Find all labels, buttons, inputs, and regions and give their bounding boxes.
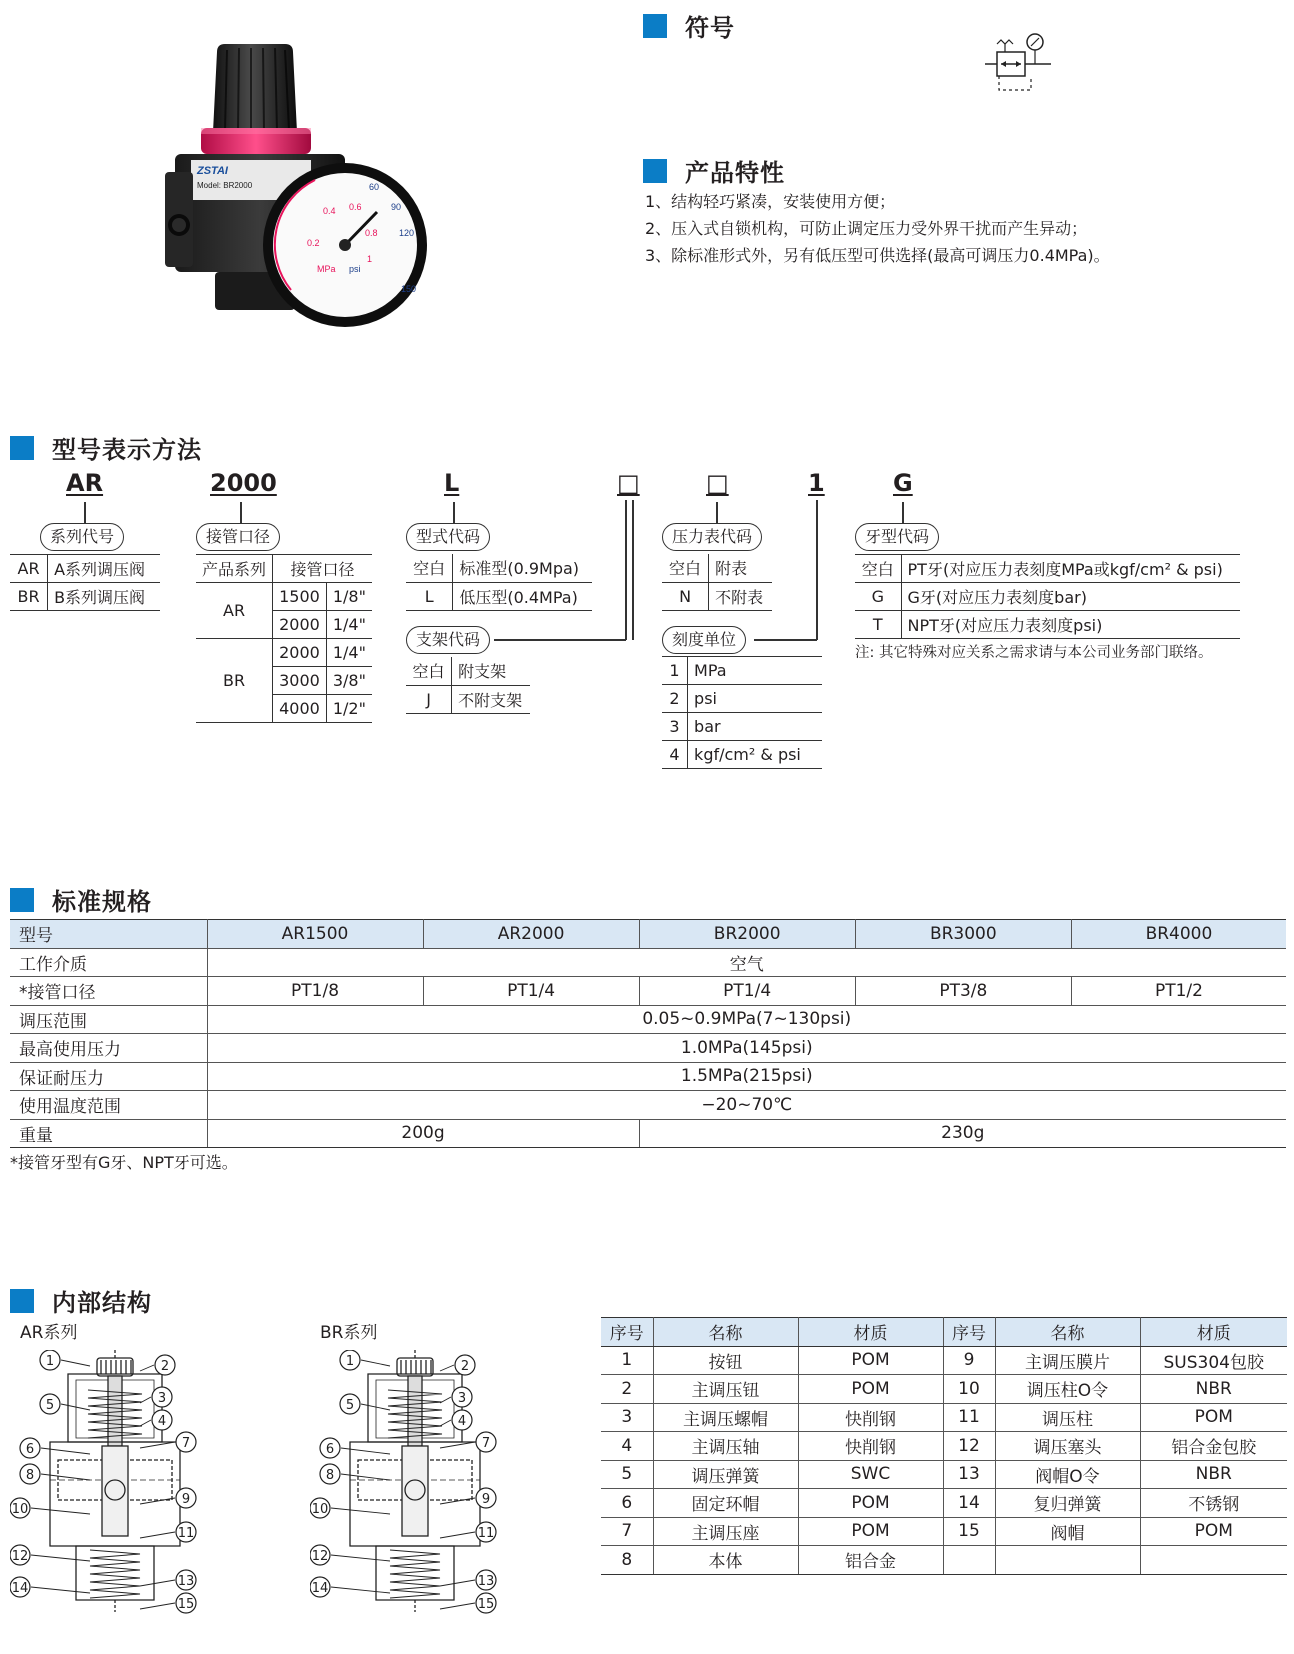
code-part-thread: G	[893, 469, 913, 497]
parts-cell: 3	[601, 1403, 653, 1432]
section-model	[10, 430, 202, 465]
label-type: 型式代码	[406, 523, 490, 551]
section-title: 型号表示方法	[52, 436, 202, 464]
cell: 1/2"	[326, 695, 372, 723]
spec-note: *接管牙型有G牙、NPT牙可选。	[10, 1153, 238, 1172]
cell: AR	[196, 583, 273, 639]
parts-cell: POM	[798, 1517, 943, 1546]
callout-number: 11	[477, 1526, 495, 1541]
parts-cell: 按钮	[653, 1346, 798, 1375]
cell: BR	[10, 583, 48, 611]
parts-cell: 不锈钢	[1140, 1489, 1287, 1518]
callout-number: 13	[177, 1574, 195, 1589]
section-marker-icon	[643, 14, 667, 38]
callout-number: 14	[11, 1581, 29, 1596]
parts-cell: 序号	[943, 1318, 995, 1347]
connector-line	[84, 502, 86, 524]
callout-number: 9	[181, 1492, 191, 1507]
ar-cross-section-diagram	[10, 1350, 220, 1650]
cell: 产品系列	[196, 555, 273, 583]
cell: kgf/cm² & psi	[688, 741, 822, 769]
parts-cell	[995, 1546, 1140, 1575]
section-features	[643, 153, 785, 188]
callout-number: 9	[481, 1492, 491, 1507]
cell: 1/8"	[326, 583, 372, 611]
callout-number: 4	[457, 1414, 467, 1429]
section-marker-icon	[10, 1289, 34, 1313]
section-marker-icon	[643, 159, 667, 183]
cell: 不附支架	[452, 685, 530, 713]
code-part-scale: 1	[808, 469, 825, 497]
parts-cell: 7	[601, 1517, 653, 1546]
cell: 空白	[406, 657, 452, 685]
ar-series-label: AR系列	[20, 1323, 78, 1343]
callout-number: 11	[177, 1526, 195, 1541]
spec-cell: 1.0MPa(145psi)	[207, 1034, 1286, 1063]
feature-item: 1、结构轻巧紧凑，安装使用方便；	[645, 192, 896, 211]
cell: NPT牙(对应压力表刻度psi)	[901, 611, 1240, 639]
feature-item: 2、压入式自锁机构，可防止调定压力受外界干扰而产生异动；	[645, 219, 1088, 238]
parts-cell: 本体	[653, 1546, 798, 1575]
section-title: 产品特性	[685, 159, 785, 187]
cell: bar	[688, 713, 822, 741]
svg-text:0.8: 0.8	[365, 228, 378, 238]
spec-cell: 型号	[10, 920, 207, 949]
table-gauge	[662, 554, 772, 611]
table-bracket	[406, 657, 530, 714]
spec-table	[10, 919, 1286, 1148]
spec-cell: 0.05~0.9MPa(7~130psi)	[207, 1005, 1286, 1034]
section-symbol	[643, 8, 735, 43]
callout-number: 3	[457, 1391, 467, 1406]
parts-cell: 主调压座	[653, 1517, 798, 1546]
cell: 4000	[273, 695, 327, 723]
code-part-gauge: □	[706, 469, 729, 497]
spec-cell: −20~70℃	[207, 1091, 1286, 1120]
callout-number: 1	[45, 1354, 55, 1369]
connector-line	[816, 500, 818, 640]
svg-text:0.2: 0.2	[307, 238, 320, 248]
svg-text:0.4: 0.4	[323, 206, 336, 216]
spec-cell: *接管口径	[10, 977, 207, 1006]
spec-cell: BR3000	[855, 920, 1071, 949]
cell: 不附表	[709, 582, 772, 610]
spec-cell: 空气	[207, 948, 1286, 977]
connector-line	[240, 502, 242, 524]
brand-logo: ZSTAI	[197, 165, 228, 177]
cell: A系列调压阀	[48, 555, 160, 583]
parts-cell: POM	[798, 1489, 943, 1518]
svg-text:120: 120	[399, 228, 415, 238]
label-thread: 牙型代码	[855, 523, 939, 551]
label-gauge: 压力表代码	[662, 523, 762, 551]
table-port	[196, 554, 372, 723]
parts-cell: 铝合金	[798, 1546, 943, 1575]
cell: T	[855, 611, 901, 639]
cell: G牙(对应压力表刻度bar)	[901, 583, 1240, 611]
table-row	[601, 1546, 1287, 1575]
thread-note: 注: 其它特殊对应关系之需求请与本公司业务部门联络。	[855, 645, 1213, 661]
section-internal	[10, 1283, 152, 1318]
connector-line	[625, 500, 627, 640]
callout-number: 12	[311, 1549, 329, 1564]
spec-cell: 1.5MPa(215psi)	[207, 1062, 1286, 1091]
code-part-bracket: □	[617, 469, 640, 497]
table-row	[601, 1489, 1287, 1518]
section-spec	[10, 882, 152, 917]
callout-number: 8	[325, 1468, 335, 1483]
cell: 1500	[273, 583, 327, 611]
callout-number: 1	[345, 1354, 355, 1369]
parts-cell: 11	[943, 1403, 995, 1432]
cell: G	[855, 583, 901, 611]
parts-cell: 14	[943, 1489, 995, 1518]
spec-cell: PT3/8	[855, 977, 1071, 1006]
svg-text:0.6: 0.6	[349, 202, 362, 212]
callout-number: 4	[157, 1414, 167, 1429]
cell: N	[662, 582, 709, 610]
callout-number: 8	[25, 1468, 35, 1483]
parts-cell: SUS304包胶	[1140, 1346, 1287, 1375]
svg-text:1: 1	[367, 254, 373, 264]
parts-cell: 6	[601, 1489, 653, 1518]
code-part-port: 2000	[210, 469, 277, 497]
table-type	[406, 554, 592, 611]
cell: 1	[662, 657, 688, 685]
br-series-label: BR系列	[320, 1323, 378, 1343]
svg-text:60: 60	[369, 182, 380, 192]
cell: 3	[662, 713, 688, 741]
cell: 3/8"	[326, 667, 372, 695]
cell: MPa	[688, 657, 822, 685]
spec-cell: 使用温度范围	[10, 1091, 207, 1120]
parts-cell	[943, 1546, 995, 1575]
spec-cell: AR1500	[207, 920, 423, 949]
spec-cell: BR2000	[639, 920, 855, 949]
parts-cell: 复归弹簧	[995, 1489, 1140, 1518]
callout-number: 15	[177, 1597, 195, 1612]
table-row	[601, 1517, 1287, 1546]
table-row	[601, 1460, 1287, 1489]
label-port: 接管口径	[196, 523, 280, 551]
parts-cell: 调压塞头	[995, 1432, 1140, 1461]
code-part-type: L	[444, 469, 460, 497]
callout-number: 7	[181, 1436, 191, 1451]
spec-cell: 保证耐压力	[10, 1062, 207, 1091]
connector-line	[632, 500, 634, 640]
parts-cell: 4	[601, 1432, 653, 1461]
parts-cell: 名称	[995, 1318, 1140, 1347]
svg-text:psi: psi	[349, 264, 361, 274]
cell: 低压型(0.4MPa)	[453, 582, 592, 610]
parts-cell: 阀帽O令	[995, 1460, 1140, 1489]
parts-cell: NBR	[1140, 1375, 1287, 1404]
table-series	[10, 554, 160, 611]
callout-number: 7	[481, 1436, 491, 1451]
parts-cell: 阀帽	[995, 1517, 1140, 1546]
parts-cell: POM	[798, 1346, 943, 1375]
svg-text:90: 90	[391, 202, 402, 212]
table-row	[601, 1375, 1287, 1404]
parts-cell: 材质	[798, 1318, 943, 1347]
br-cross-section-diagram	[310, 1350, 520, 1650]
callout-number: 2	[460, 1359, 470, 1374]
label-series: 系列代号	[40, 523, 124, 551]
callout-number: 6	[325, 1442, 335, 1457]
parts-cell: POM	[1140, 1403, 1287, 1432]
callout-number: 5	[45, 1398, 55, 1413]
parts-cell: 主调压螺帽	[653, 1403, 798, 1432]
spec-cell: PT1/4	[423, 977, 639, 1006]
parts-cell: 名称	[653, 1318, 798, 1347]
label-bracket: 支架代码	[406, 626, 490, 654]
spec-cell: PT1/8	[207, 977, 423, 1006]
spec-cell: 230g	[639, 1119, 1286, 1148]
parts-cell: 快削钢	[798, 1432, 943, 1461]
callout-number: 13	[477, 1574, 495, 1589]
parts-cell: 13	[943, 1460, 995, 1489]
connector-line	[754, 639, 817, 641]
cell: L	[406, 582, 453, 610]
table-row	[601, 1346, 1287, 1375]
spec-cell: 最高使用压力	[10, 1034, 207, 1063]
pneumatic-symbol-icon	[975, 30, 1057, 100]
callout-number: 6	[25, 1442, 35, 1457]
feature-item: 3、除标准形式外，另有低压型可供选择(最高可调压力0.4MPa)。	[645, 246, 1110, 265]
parts-cell: 15	[943, 1517, 995, 1546]
cell: 接管口径	[273, 555, 372, 583]
cell: 附支架	[452, 657, 530, 685]
cell: BR	[196, 639, 273, 723]
section-marker-icon	[10, 436, 34, 460]
section-title: 标准规格	[52, 888, 152, 916]
parts-cell: 8	[601, 1546, 653, 1575]
table-scale	[662, 656, 822, 769]
callout-number: 14	[311, 1581, 329, 1596]
section-title: 符号	[685, 14, 735, 42]
cell: J	[406, 685, 452, 713]
callout-number: 12	[11, 1549, 29, 1564]
spec-cell: PT1/2	[1071, 977, 1286, 1006]
cell: AR	[10, 555, 48, 583]
parts-cell: 9	[943, 1346, 995, 1375]
cell: 附表	[709, 554, 772, 582]
svg-text:150: 150	[401, 284, 417, 294]
parts-cell	[1140, 1546, 1287, 1575]
spec-cell: BR4000	[1071, 920, 1286, 949]
cell: PT牙(对应压力表刻度MPa或kgf/cm² & psi)	[901, 555, 1240, 583]
cell: psi	[688, 685, 822, 713]
parts-cell: SWC	[798, 1460, 943, 1489]
parts-cell: POM	[1140, 1517, 1287, 1546]
cell: B系列调压阀	[48, 583, 160, 611]
callout-number: 2	[160, 1359, 170, 1374]
spec-cell: 200g	[207, 1119, 639, 1148]
cell: 2	[662, 685, 688, 713]
table-thread	[855, 554, 1240, 639]
spec-cell: 调压范围	[10, 1005, 207, 1034]
cell: 4	[662, 741, 688, 769]
parts-cell: 固定环帽	[653, 1489, 798, 1518]
parts-cell: 1	[601, 1346, 653, 1375]
parts-cell: POM	[798, 1375, 943, 1404]
label-scale: 刻度单位	[662, 626, 746, 654]
code-part-series: AR	[66, 469, 104, 497]
cell: 标准型(0.9Mpa)	[453, 554, 592, 582]
cell: 1/4"	[326, 611, 372, 639]
connector-line	[494, 639, 626, 641]
section-title: 内部结构	[52, 1289, 152, 1317]
connector-line	[453, 502, 455, 524]
table-row	[601, 1403, 1287, 1432]
spec-cell: 工作介质	[10, 948, 207, 977]
parts-cell: NBR	[1140, 1460, 1287, 1489]
cell: 空白	[855, 555, 901, 583]
parts-cell: 主调压钮	[653, 1375, 798, 1404]
parts-table	[601, 1317, 1287, 1575]
parts-cell: 12	[943, 1432, 995, 1461]
svg-text:MPa: MPa	[317, 264, 336, 274]
cell: 2000	[273, 611, 327, 639]
callout-number: 10	[11, 1502, 29, 1517]
parts-cell: 5	[601, 1460, 653, 1489]
cell: 空白	[406, 554, 453, 582]
parts-cell: 调压柱O令	[995, 1375, 1140, 1404]
parts-cell: 调压弹簧	[653, 1460, 798, 1489]
parts-cell: 铝合金包胶	[1140, 1432, 1287, 1461]
callout-number: 15	[477, 1597, 495, 1612]
table-row	[601, 1432, 1287, 1461]
connector-line	[902, 502, 904, 524]
parts-cell: 快削钢	[798, 1403, 943, 1432]
parts-cell: 调压柱	[995, 1403, 1140, 1432]
parts-cell: 序号	[601, 1318, 653, 1347]
parts-cell: 2	[601, 1375, 653, 1404]
cell: 1/4"	[326, 639, 372, 667]
spec-cell: 重量	[10, 1119, 207, 1148]
parts-cell: 材质	[1140, 1318, 1287, 1347]
parts-cell: 主调压轴	[653, 1432, 798, 1461]
model-plate: Model: BR2000	[197, 181, 253, 190]
connector-line	[716, 502, 718, 524]
section-marker-icon	[10, 888, 34, 912]
callout-number: 5	[345, 1398, 355, 1413]
parts-cell: 主调压膜片	[995, 1346, 1140, 1375]
cell: 3000	[273, 667, 327, 695]
parts-cell: 10	[943, 1375, 995, 1404]
product-photo	[165, 40, 465, 350]
callout-number: 3	[157, 1391, 167, 1406]
callout-number: 10	[311, 1502, 329, 1517]
spec-cell: PT1/4	[639, 977, 855, 1006]
cell: 空白	[662, 554, 709, 582]
cell: 2000	[273, 639, 327, 667]
spec-cell: AR2000	[423, 920, 639, 949]
